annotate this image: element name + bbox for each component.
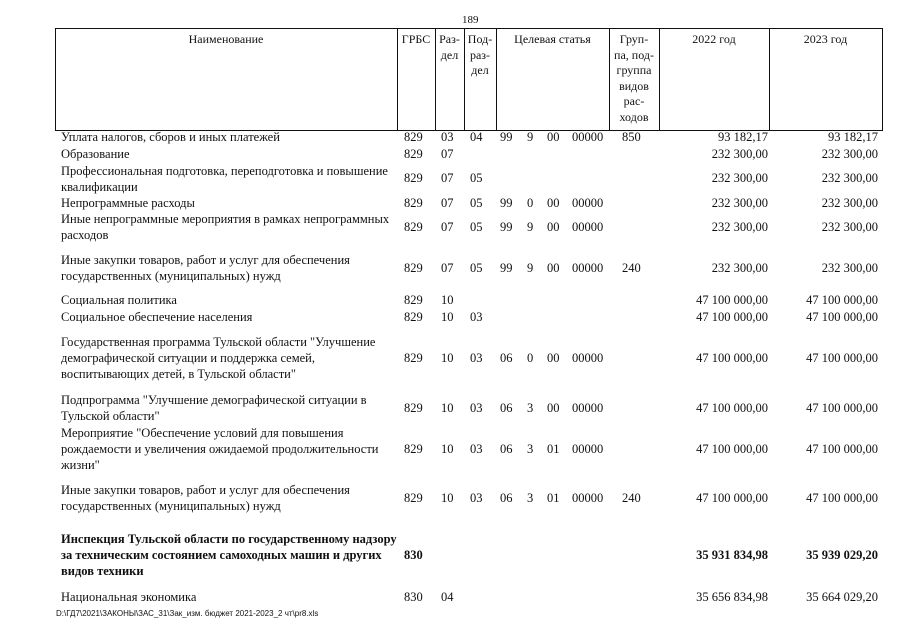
- header-2023: 2023 год: [803, 32, 848, 46]
- row-v2022: 47 100 000,00: [696, 491, 768, 505]
- row-name: Иные непрограммные мероприятия в рамках непрограммных расходов: [61, 212, 390, 242]
- row-rz: 07: [441, 147, 454, 161]
- row-v2022: 232 300,00: [711, 261, 768, 275]
- row-rz: 07: [441, 196, 454, 210]
- file-path-footer: D:\ГД7\2021\ЗАКОНЫ\ЗАС_31\Зак_изм. бюджет 2021-2023_2 чт\pr8.xls: [56, 609, 319, 618]
- row-v2023: 47 100 000,00: [806, 491, 878, 505]
- row-cs3: 00: [547, 130, 560, 144]
- row-cs1: 06: [500, 491, 513, 505]
- row-pr: 03: [470, 351, 483, 365]
- row-name: Непрограммные расходы: [61, 196, 195, 210]
- row-cs4: 00000: [572, 261, 604, 275]
- row-rz: 07: [441, 261, 454, 275]
- row-v2022: 93 182,17: [718, 130, 768, 144]
- row-v2023: 35 664 029,20: [806, 590, 878, 604]
- row-v2023: 232 300,00: [821, 196, 878, 210]
- row-v2022: 35 931 834,98: [696, 548, 768, 562]
- row-pr: 03: [470, 442, 483, 456]
- row-v2022: 232 300,00: [711, 220, 768, 234]
- row-grbs: 829: [404, 351, 423, 365]
- row-cs2: 9: [527, 261, 534, 275]
- row-name: Социальное обеспечение населения: [61, 310, 253, 324]
- row-cs1: 99: [500, 130, 513, 144]
- row-v2022: 232 300,00: [711, 171, 768, 185]
- row-name: Национальная экономика: [61, 590, 197, 604]
- row-cs3: 00: [547, 220, 560, 234]
- row-name: Иные закупки товаров, работ и услуг для обеспечения государственных (муниципальных) нужд: [61, 483, 350, 513]
- row-cs3: 01: [547, 491, 560, 505]
- header-target: Целевая статья: [514, 32, 591, 46]
- row-grbs: 829: [404, 293, 423, 307]
- row-v2023: 232 300,00: [821, 261, 878, 275]
- row-rz: 10: [441, 491, 454, 505]
- row-v2022: 232 300,00: [711, 196, 768, 210]
- row-rz: 10: [441, 293, 454, 307]
- row-grbs: 829: [404, 261, 423, 275]
- row-rz: 03: [441, 130, 454, 144]
- row-v2023: 35 939 029,20: [806, 548, 878, 562]
- row-name: Государственная программа Тульской области "Улучшение демографической ситуации и поддержка семей, воспитывающих детей, в Тульской области": [61, 335, 376, 381]
- row-cs4: 00000: [572, 351, 604, 365]
- header-razdel: Раз- дел: [439, 32, 460, 62]
- row-grbs: 829: [404, 491, 423, 505]
- row-cs4: 00000: [572, 442, 604, 456]
- row-v2022: 47 100 000,00: [696, 293, 768, 307]
- row-grbs: 829: [404, 147, 423, 161]
- header-2022: 2022 год: [692, 32, 736, 46]
- row-cs1: 06: [500, 442, 513, 456]
- row-cs2: 3: [527, 442, 534, 456]
- row-v2023: 47 100 000,00: [806, 351, 878, 365]
- row-grbs: 829: [404, 130, 423, 144]
- row-grbs: 829: [404, 401, 423, 415]
- row-v2022: 35 656 834,98: [696, 590, 768, 604]
- row-name: Социальная политика: [61, 293, 177, 307]
- row-grbs: 829: [404, 171, 423, 185]
- header-grbs: ГРБС: [401, 32, 431, 46]
- row-name: Уплата налогов, сборов и иных платежей: [61, 130, 280, 144]
- row-cs4: 00000: [572, 401, 604, 415]
- row-v2022: 47 100 000,00: [696, 401, 768, 415]
- row-cs1: 99: [500, 220, 513, 234]
- row-name: Образование: [61, 147, 130, 161]
- row-cs4: 00000: [572, 491, 604, 505]
- row-cs1: 06: [500, 351, 513, 365]
- row-cs1: 99: [500, 196, 513, 210]
- row-grbs: 829: [404, 196, 423, 210]
- row-v2022: 47 100 000,00: [696, 310, 768, 324]
- row-pr: 05: [470, 261, 483, 275]
- row-cs4: 00000: [572, 130, 604, 144]
- header-group: Груп- па, под- группа видов рас- ходов: [614, 32, 654, 124]
- row-grbs: 829: [404, 442, 423, 456]
- row-v2023: 47 100 000,00: [806, 293, 878, 307]
- row-v2023: 232 300,00: [821, 220, 878, 234]
- row-grbs: 830: [404, 548, 423, 562]
- row-vr: 240: [622, 261, 641, 275]
- row-v2022: 232 300,00: [711, 147, 768, 161]
- row-pr: 04: [470, 130, 483, 144]
- row-cs1: 99: [500, 261, 513, 275]
- row-v2023: 93 182,17: [828, 130, 878, 144]
- row-cs4: 00000: [572, 220, 604, 234]
- row-rz: 10: [441, 310, 454, 324]
- row-rz: 10: [441, 401, 454, 415]
- row-v2023: 232 300,00: [821, 147, 878, 161]
- row-v2023: 47 100 000,00: [806, 401, 878, 415]
- row-name: Мероприятие "Обеспечение условий для повышения рождаемости и увеличения ожидаемой продолжительности жизни": [61, 426, 379, 472]
- row-pr: 03: [470, 310, 483, 324]
- row-rz: 07: [441, 171, 454, 185]
- row-rz: 04: [441, 590, 454, 604]
- row-vr: 850: [622, 130, 641, 144]
- row-rz: 10: [441, 351, 454, 365]
- row-cs2: 3: [527, 401, 534, 415]
- row-v2022: 47 100 000,00: [696, 351, 768, 365]
- row-cs2: 3: [527, 491, 534, 505]
- row-rz: 10: [441, 442, 454, 456]
- row-v2023: 47 100 000,00: [806, 442, 878, 456]
- page-number: 189: [462, 14, 479, 26]
- row-v2022: 47 100 000,00: [696, 442, 768, 456]
- row-pr: 03: [470, 401, 483, 415]
- row-cs2: 9: [527, 220, 534, 234]
- row-grbs: 830: [404, 590, 423, 604]
- row-pr: 05: [470, 196, 483, 210]
- row-cs3: 00: [547, 261, 560, 275]
- row-cs1: 06: [500, 401, 513, 415]
- row-cs4: 00000: [572, 196, 604, 210]
- row-name: Инспекция Тульской области по государственному надзору за техническим состоянием самоходных машин и других видов техники: [61, 532, 397, 578]
- row-v2023: 232 300,00: [821, 171, 878, 185]
- row-pr: 05: [470, 220, 483, 234]
- row-cs2: 0: [527, 196, 534, 210]
- header-podrazdel: Под- раз- дел: [467, 32, 493, 77]
- row-name: Подпрограмма "Улучшение демографической ситуации в Тульской области": [61, 393, 367, 423]
- row-cs2: 0: [527, 351, 534, 365]
- row-grbs: 829: [404, 310, 423, 324]
- header-name: Наименование: [188, 32, 264, 46]
- row-cs3: 00: [547, 351, 560, 365]
- row-pr: 03: [470, 491, 483, 505]
- row-cs3: 00: [547, 196, 560, 210]
- row-grbs: 829: [404, 220, 423, 234]
- row-pr: 05: [470, 171, 483, 185]
- row-rz: 07: [441, 220, 454, 234]
- row-name: Профессиональная подготовка, переподготовка и повышение квалификации: [61, 164, 388, 194]
- row-name: Иные закупки товаров, работ и услуг для обеспечения государственных (муниципальных) нужд: [61, 253, 350, 283]
- row-cs3: 01: [547, 442, 560, 456]
- row-vr: 240: [622, 491, 641, 505]
- row-v2023: 47 100 000,00: [806, 310, 878, 324]
- row-cs2: 9: [527, 130, 534, 144]
- row-cs3: 00: [547, 401, 560, 415]
